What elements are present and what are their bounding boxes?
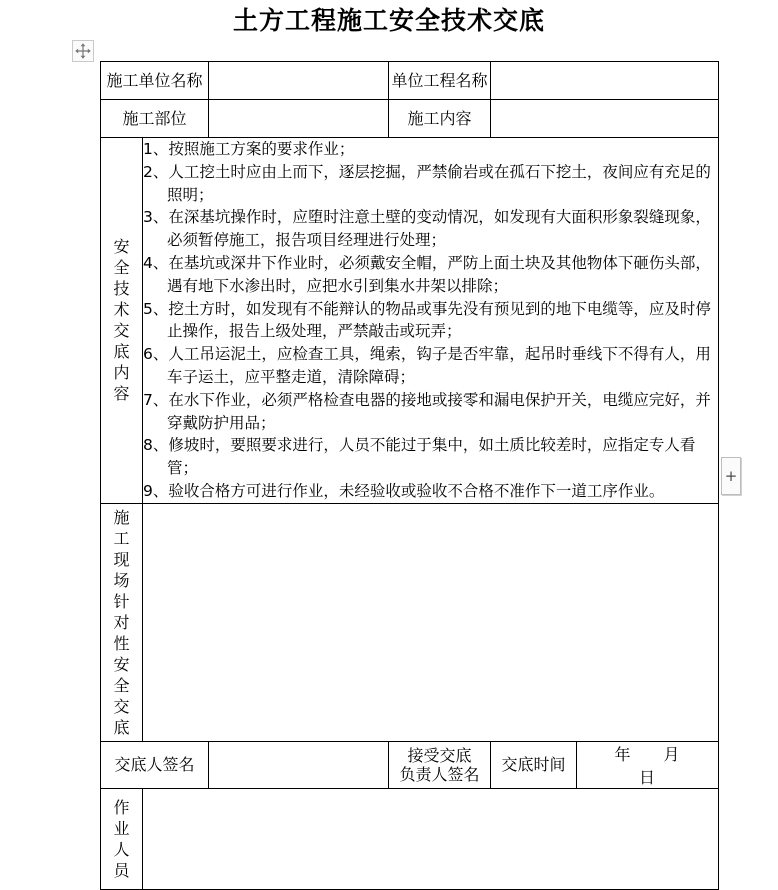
label-receiver-signature <box>389 741 491 788</box>
label-presenter-signature: 交底人签名 <box>101 741 209 788</box>
safety-disclosure-table <box>100 61 719 890</box>
table-row <box>101 788 719 889</box>
value-project-name[interactable] <box>491 62 719 100</box>
page-title: 土方工程施工安全技术交底 <box>232 6 545 35</box>
label-safety-disclosure-content <box>101 138 143 504</box>
label-site-specific-disclosure <box>101 503 143 741</box>
vertical-text: 施工现场针对性安全交底 <box>113 507 130 737</box>
list-item: 5、挖土方时，如发现有不能辩认的物品或事先没有预见到的地下电缆等，应及时停止操作，报告上级处理，严禁敲击或玩弄； <box>143 299 711 341</box>
vertical-text: 作业人员 <box>113 797 130 880</box>
value-construction-unit-name[interactable] <box>209 62 389 100</box>
list-item: 2、人工挖土时应由上而下，逐层挖掘，严禁偷岩或在孤石下挖土，夜间应有充足的照明； <box>143 162 711 204</box>
value-disclosure-date[interactable] <box>577 741 719 788</box>
list-item: 1、按照施工方案的要求作业； <box>143 140 355 158</box>
label-workers <box>101 788 143 889</box>
list-item: 6、人工吊运泥土，应检查工具，绳索，钩子是否牢靠，起吊时垂线下不得有人，用车子运土，应平整走道，清除障碍； <box>143 345 711 386</box>
receiver-label-line1: 接受交底 <box>407 745 472 765</box>
list-item: 3、在深基坑操作时，应堕时注意土壁的变动情况，如发现有大面积形象裂缝现象，必须暂停施工，报告项目经理进行处理； <box>143 208 711 250</box>
label-construction-content: 施工内容 <box>389 100 491 138</box>
date-day-label: 日 <box>639 767 657 787</box>
value-construction-content[interactable] <box>491 100 719 138</box>
table-row <box>101 62 719 100</box>
site-specific-disclosure-cell[interactable] <box>143 503 719 741</box>
date-month-label: 月 <box>663 744 681 764</box>
receiver-label-line2: 负责人签名 <box>399 764 480 784</box>
label-project-name: 单位工程名称 <box>389 62 491 100</box>
label-construction-unit-name: 施工单位名称 <box>101 62 209 100</box>
row-add-button[interactable]: + <box>721 457 741 495</box>
table-row <box>101 503 719 741</box>
table-row <box>101 741 719 788</box>
value-presenter-signature[interactable] <box>209 741 389 788</box>
list-item: 8、修坡时，要照要求进行，人员不能过于集中，如土质比较差时，应指定专人看管； <box>143 436 696 478</box>
value-construction-part[interactable] <box>209 100 389 138</box>
table-row <box>101 138 719 504</box>
list-item: 7、在水下作业，必须严格检查电器的接地或接零和漏电保护开关，电缆应完好，并穿戴防护用品； <box>143 390 711 432</box>
list-item: 9、验收合格方可进行作业，未经验收或验收不合格不准作下一道工序作业。 <box>143 481 665 500</box>
safety-items-list <box>143 138 718 503</box>
table-move-handle[interactable] <box>72 40 94 62</box>
table-row <box>101 100 719 138</box>
vertical-text: 安全技术交底内容 <box>113 237 130 404</box>
label-disclosure-time: 交底时间 <box>491 741 577 788</box>
label-construction-part: 施工部位 <box>101 100 209 138</box>
workers-cell[interactable] <box>143 788 719 889</box>
safety-disclosure-content-cell[interactable] <box>143 138 719 504</box>
list-item: 4、在基坑或深井下作业时，必须戴安全帽，严防上面土块及其他物体下砸伤头部，遇有地下水渗出时，应把水引到集水井架以排除； <box>143 253 711 295</box>
date-year-label: 年 <box>614 744 632 764</box>
